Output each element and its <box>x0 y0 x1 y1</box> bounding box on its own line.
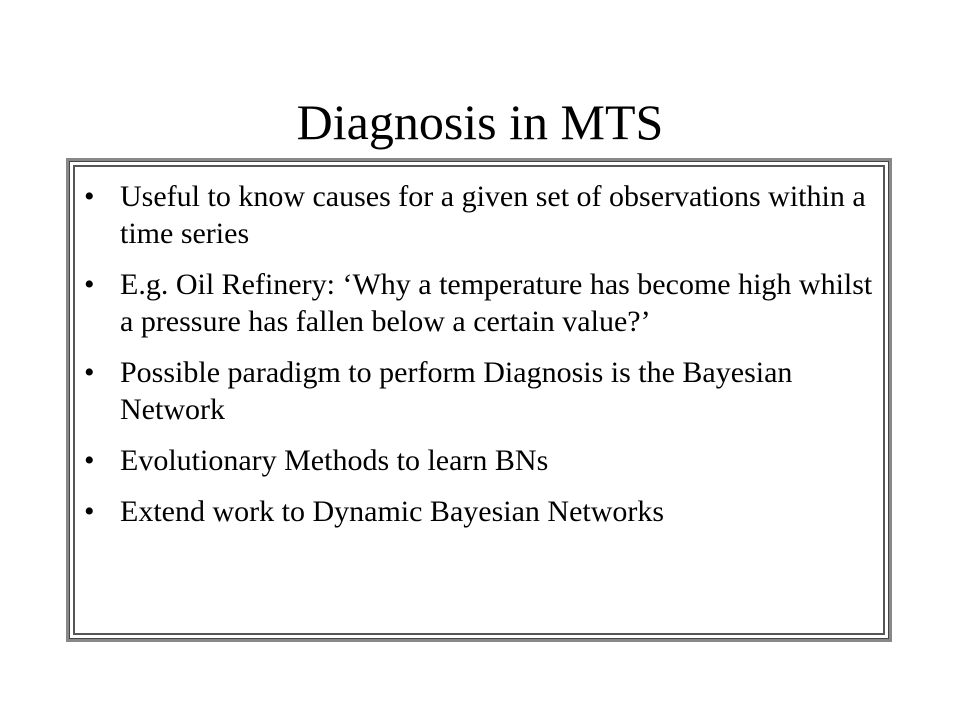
bullet-item <box>84 493 874 530</box>
slide-title: Diagnosis in MTS <box>296 94 664 150</box>
bullet-text: Evolutionary Methods to learn BNs <box>120 444 549 477</box>
bullet-icon: • <box>84 356 95 389</box>
bullet-item <box>84 178 874 252</box>
bullet-text: E.g. Oil Refinery: ‘Why a temperature has become high whilst a pressure has fallen below a certain value?’ <box>120 268 873 338</box>
bullet-item <box>84 442 874 479</box>
bullet-icon: • <box>84 444 95 477</box>
bullet-item <box>84 354 874 428</box>
bullet-list <box>84 178 874 544</box>
bullet-text: Possible paradigm to perform Diagnosis is the Bayesian Network <box>120 356 793 426</box>
bullet-text: Useful to know causes for a given set of observations within a time series <box>120 180 866 250</box>
bullet-icon: • <box>84 268 95 301</box>
bullet-icon: • <box>84 180 95 213</box>
bullet-text: Extend work to Dynamic Bayesian Networks <box>120 495 665 528</box>
bullet-icon: • <box>84 495 95 528</box>
bullet-item <box>84 266 874 340</box>
